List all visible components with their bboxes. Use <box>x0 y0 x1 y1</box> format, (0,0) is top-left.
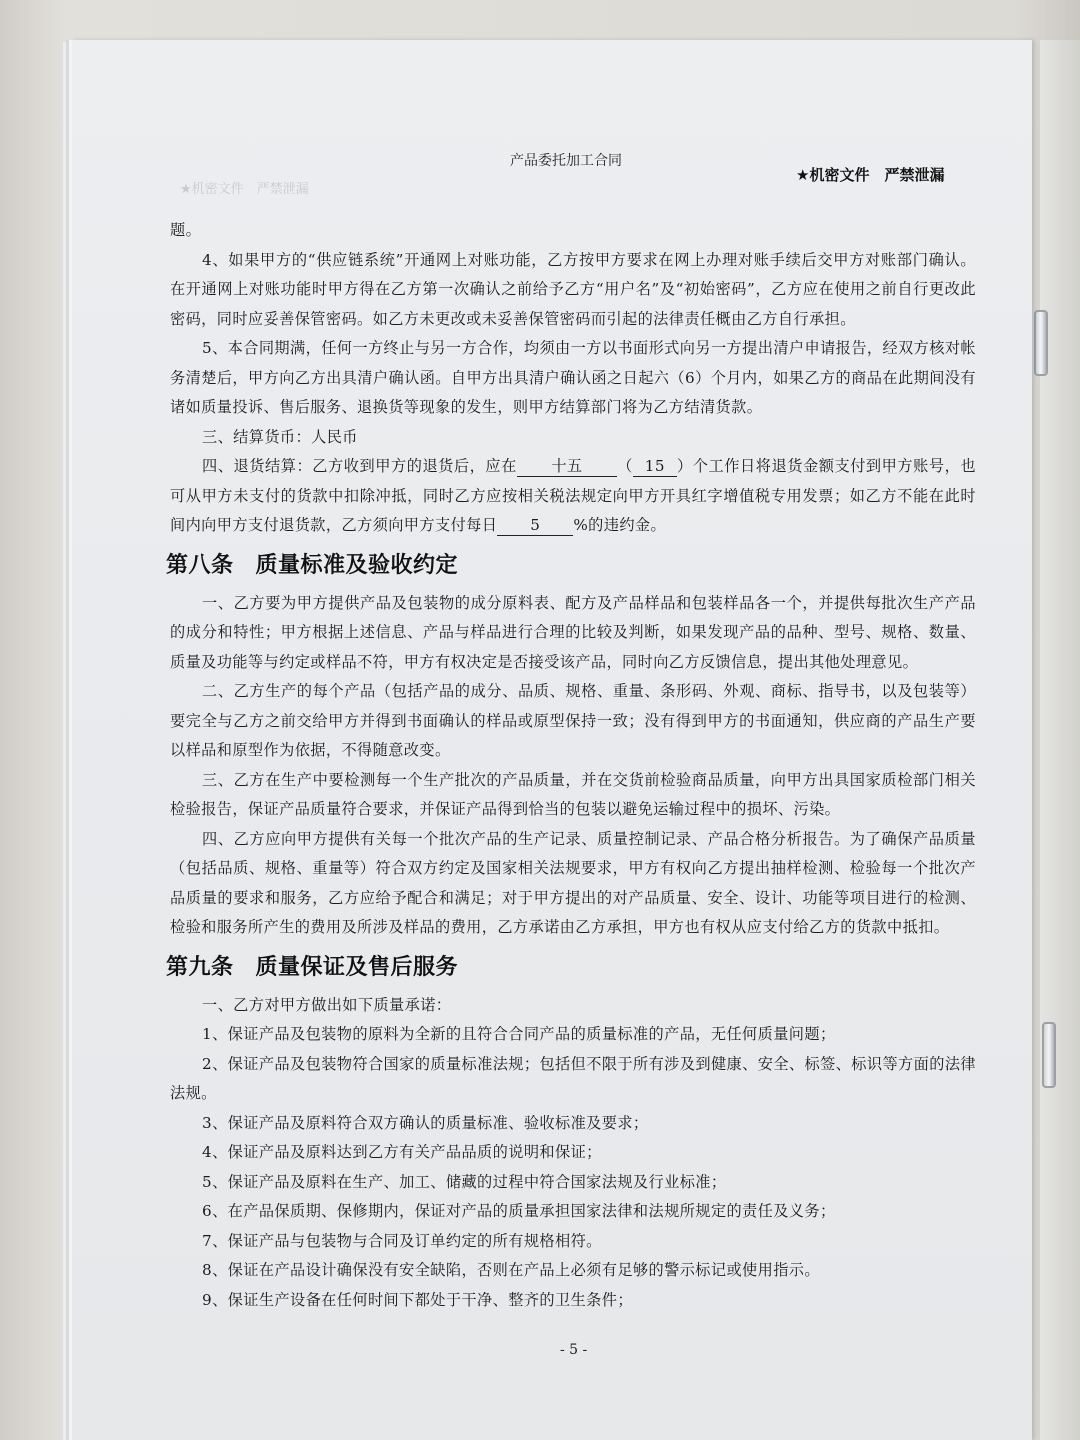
paragraph: 4、如果甲方的“供应链系统”开通网上对账功能，乙方按甲方要求在网上办理对账手续后交甲方对账部门确认。在开通网上对账功能时甲方得在乙方第一次确认之前给予乙方“用户名”及“初始密码”，乙方应在使用之前自行更改此密码，同时应妥善保管密码。如乙方未更改或未妥善保管密码而引起的法律责任概由乙方自行承担。 <box>170 250 976 328</box>
paragraph: 三、乙方在生产中要检测每一个生产批次的产品质量，并在交货前检验商品质量，向甲方出具国家质检部门相关检验报告，保证产品质量符合要求，并保证产品得到恰当的包装以避免运输过程中的损坏、污染。 <box>170 770 976 818</box>
paragraph: 一、乙方对甲方做出如下质量承诺： <box>202 995 452 1014</box>
document-title: 产品委托加工合同 <box>510 153 622 169</box>
adjacent-page-edge <box>1040 40 1080 1440</box>
filled-blank: 5 <box>497 515 573 536</box>
filled-blank: 十五 <box>517 456 617 477</box>
list-item: 8、保证在产品设计确保没有安全缺陷，否则在产品上必须有足够的警示标记或使用指示。 <box>202 1261 820 1279</box>
list-item: 6、在产品保质期、保修期内，保证对产品的质量承担国家法律和法规所规定的责任及义务； <box>202 1202 836 1220</box>
page-number: - 5 - <box>560 1342 588 1358</box>
list-item: 5、保证产品及原料在生产、加工、储藏的过程中符合国家法规及行业标准； <box>202 1172 727 1191</box>
paragraph-refund-settlement: 四、退货结算：乙方收到甲方的退货后，应在 十五 （ 15 ）个工作日将退货金额支付到甲方账号，也可从甲方未支付的货款中扣除冲抵，同时乙方应按相关税法规定向甲方开具红字增值税专用发票；如乙方不能在此时间内向甲方支付退货款，乙方须向甲方支付每日 5 %的违约金。 <box>170 457 976 534</box>
paragraph: 题。 <box>170 221 202 239</box>
staple-icon <box>1042 1022 1056 1088</box>
list-item: 4、保证产品及原料达到乙方有关产品品质的说明和保证； <box>202 1143 602 1161</box>
paragraph: 5、本合同期满，任何一方终止与另一方合作，均须由一方以书面形式向另一方提出清户申请报告，经双方核对帐务清楚后，甲方向乙方出具清户确认函。自甲方出具清户确认函之日起六（6）个月内，如果乙方的商品在此期间没有诸如质量投诉、售后服务、退换货等现象的发生，则甲方结算部门将为乙方结清货款。 <box>170 339 976 416</box>
paragraph: 二、乙方生产的每个产品（包括产品的成分、品质、规格、重量、条形码、外观、商标、指导书，以及包装等）要完全与乙方之前交给甲方并得到书面确认的样品或原型保持一致；没有得到甲方的书面通知，供应商的产品生产要以样品和原型作为依据，不得随意改变。 <box>170 682 976 759</box>
paragraph: 三、结算货币：人民币 <box>202 427 358 446</box>
paragraph: 一、乙方要为甲方提供产品及包装物的成分原料表、配方及产品样品和包装样品各一个，并提供每批次生产产品的成分和特性；甲方根据上述信息、产品与样品进行合理的比较及判断，如果发现产品的品种、型号、规格、数量、质量及功能等与约定或样品不符，甲方有权决定是否接受该产品，同时向乙方反馈信息，提出其他处理意见。 <box>170 593 976 671</box>
list-item: 3、保证产品及原料符合双方确认的质量标准、验收标准及要求； <box>202 1113 649 1132</box>
paragraph: 四、乙方应向甲方提供有关每一个批次产品的生产记录、质量控制记录、产品合格分析报告。为了确保产品质量（包括品质、规格、重量等）符合双方约定及国家相关法规要求，甲方有权向乙方提出抽样检测、检验每一个批次产品质量的要求和服务，乙方应给予配合和满足；对于甲方提出的对产品质量、安全、设计、功能等项目进行的检测、检验和服务所产生的费用及所涉及样品的费用，乙方承诺由乙方承担，甲方也有权从应支付给乙方的货款中抵扣。 <box>170 829 976 936</box>
list-item: 1、保证产品及包装物的原料为全新的且符合合同产品的质量标准的产品，无任何质量问题； <box>202 1025 836 1043</box>
list-item: 9、保证生产设备在任何时间下都处于干净、整齐的卫生条件； <box>202 1290 633 1309</box>
document-body <box>166 216 976 1315</box>
show-through-text: ★机密文件 严禁泄漏 <box>180 182 309 197</box>
staple-icon <box>1034 310 1048 376</box>
list-item: 7、保证产品与包装物与合同及订单约定的所有规格相符。 <box>202 1231 602 1250</box>
filled-blank: 15 <box>633 456 677 477</box>
confidential-label: ★机密文件 严禁泄漏 <box>796 166 945 184</box>
section-heading-9: 第九条 质量保证及售后服务 <box>166 954 459 980</box>
section-heading-8: 第八条 质量标准及验收约定 <box>166 552 459 578</box>
list-item: 2、保证产品及包装物符合国家的质量标准法规；包括但不限于所有涉及到健康、安全、标签、标识等方面的法律法规。 <box>170 1054 976 1102</box>
